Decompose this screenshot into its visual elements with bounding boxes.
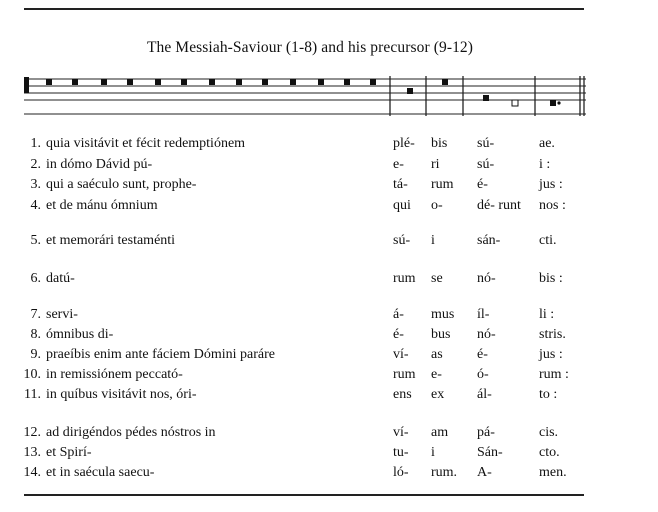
verse-number: 12. [23,425,41,440]
verse-text: qui a saéculo sunt, prophe- [46,177,197,192]
syllable-4: ae. [539,136,555,151]
syllable-2: i [431,233,435,248]
verse-number: 5. [30,233,41,248]
reciting-notes [46,79,376,85]
syllable-3: ál- [477,387,492,402]
syllable-2: i [431,445,435,460]
syllable-4: i : [539,157,551,172]
syllable-2: bis [431,136,448,151]
verse-number: 9. [30,347,41,362]
verse-text: et de mánu ómnium [46,198,158,213]
syllable-2: ri [431,157,440,172]
syllable-3: Sán- [477,445,503,460]
verse-number: 14. [23,465,41,480]
bottom-rule [24,494,584,496]
syllable-1: á- [393,307,404,322]
syllable-3: A- [477,465,492,480]
syllable-2: bus [431,327,451,342]
verse-text: ómnibus di- [46,327,114,342]
syllable-2: se [431,271,443,286]
syllable-3: nó- [477,271,496,286]
verse-number: 1. [30,136,41,151]
page-title: The Messiah-Saviour (1-8) and his precursor (9-12) [146,39,474,56]
verse-text: in remissiónem peccató- [46,367,183,382]
verse-text: quia visitávit et fécit redemptiónem [46,136,246,151]
syllable-1: qui [393,198,411,213]
verse-number: 7. [30,307,41,322]
syllable-1: e- [393,157,404,172]
syllable-4: cti. [539,233,557,248]
syllable-3: é- [477,347,488,362]
syllable-2: e- [431,367,442,382]
verse-number: 13. [23,445,41,460]
syllable-3: ó- [477,367,489,382]
verse-text: praeíbis enim ante fáciem Dómini paráre [46,347,275,362]
syllable-4: nos : [539,198,566,213]
syllable-4: jus : [539,347,563,362]
syllable-1: tu- [393,445,409,460]
syllable-2: ex [431,387,445,402]
hollow-note-icon [512,100,518,106]
syllable-3: sú- [477,157,495,172]
syllable-1: ví- [393,347,409,362]
verse-number: 6. [30,271,41,286]
syllable-2: o- [431,198,443,213]
verse-text: datú- [46,271,75,286]
syllable-4: jus : [539,177,563,192]
syllable-4: cto. [539,445,560,460]
syllable-4: bis : [539,271,563,286]
syllable-2: am [431,425,449,440]
verse-text: et memorári testaménti [46,233,176,248]
verse-number: 10. [23,367,41,382]
syllable-3: sú- [477,136,495,151]
syllable-2: rum [431,177,454,192]
verse-text: servi- [46,307,78,322]
verse-text: in quíbus visitávit nos, óri- [46,387,197,402]
verse-text: et Spirí- [46,445,92,460]
syllable-3: é- [477,177,488,192]
verse-number: 11. [24,387,41,402]
verse-number: 3. [30,177,41,192]
verse-number: 2. [30,157,41,172]
chant-staff [0,0,658,130]
syllable-1: rum [393,271,416,286]
syllable-1: ló- [393,465,409,480]
syllable-1: rum [393,367,416,382]
syllable-4: men. [539,465,567,480]
syllable-4: to : [539,387,558,402]
verse-text: et in saécula saecu- [46,465,155,480]
syllable-4: li : [539,307,555,322]
verse-text: in dómo Dávid pú- [46,157,153,172]
syllable-2: mus [431,307,455,322]
syllable-3: pá- [477,425,495,440]
verse-text: ad dirigéndos pédes nóstros in [46,425,216,440]
syllable-3: sán- [477,233,501,248]
syllable-3: nó- [477,327,496,342]
syllable-4: rum : [539,367,569,382]
syllable-1: ví- [393,425,409,440]
verse-number: 4. [30,198,41,213]
syllable-2: as [431,347,443,362]
clef-icon [24,77,29,93]
syllable-1: é- [393,327,404,342]
syllable-3: íl- [477,307,490,322]
staff-lines [24,79,586,100]
syllable-2: rum. [431,465,458,480]
verse-number: 8. [30,327,41,342]
syllable-4: stris. [539,327,566,342]
syllable-1: plé- [393,136,415,151]
syllable-1: sú- [393,233,411,248]
syllable-3: dé- runt [477,198,521,213]
syllable-1: ens [393,387,412,402]
syllable-1: tá- [393,177,408,192]
syllable-4: cis. [539,425,559,440]
